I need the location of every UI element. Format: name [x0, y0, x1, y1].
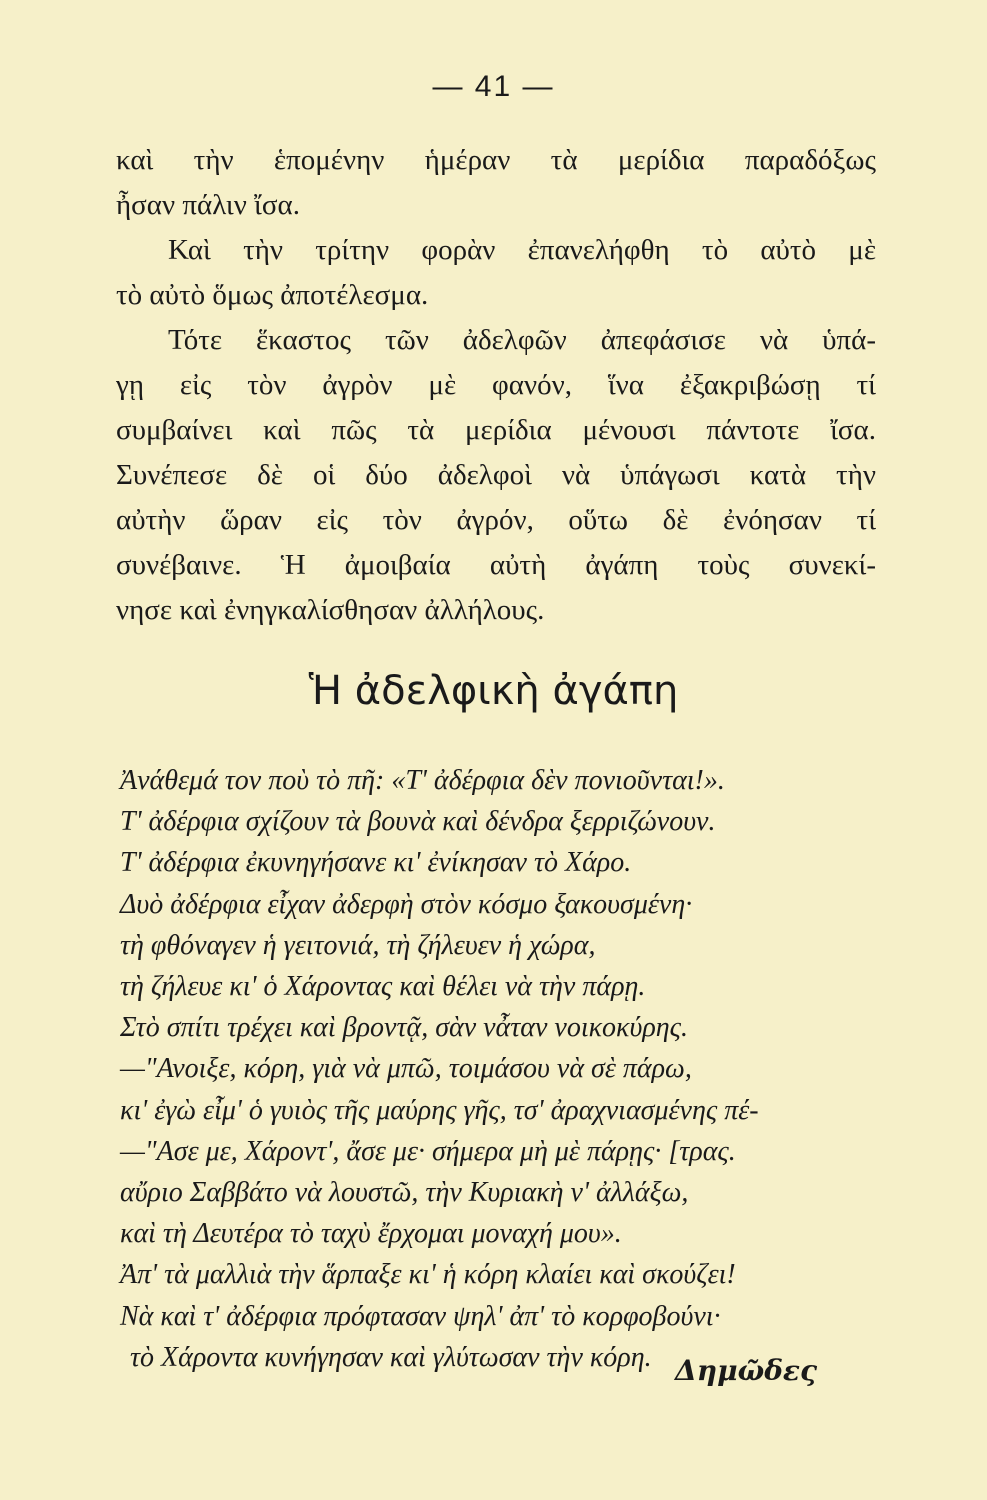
poem-verse: Δυὸ ἀδέρφια εἶχαν ἀδερφὴ στὸν κόσμο ξακουσμένη· — [120, 888, 693, 920]
poem-verse: Νὰ καὶ τ' ἀδέρφια πρόφτασαν ψηλ' ἀπ' τὸ κορφοβούνι· — [120, 1300, 721, 1332]
poem-verse: καὶ τὴ Δευτέρα τὸ ταχὺ ἔρχομαι μοναχή μου». — [120, 1218, 622, 1250]
prose-section — [116, 138, 876, 633]
poem-verse: —"Ασε με, Χάροντ', ἄσε με· σήμερα μὴ μὲ πάρῃς· [τρας. — [120, 1135, 736, 1167]
prose-line: γῃ εἰς τὸν ἀγρὸν μὲ φανόν, ἵνα ἐξακριβώσῃ τί — [116, 369, 876, 401]
poem-verse: —"Ανοιξε, κόρη, γιὰ νὰ μπῶ, τοιμάσου νὰ σὲ πάρω, — [120, 1053, 692, 1085]
poem-attribution: Δημῶδες — [675, 1354, 817, 1387]
poem-verse: αὔριο Σαββάτο νὰ λουστῶ, τὴν Κυριακὴ ν' ἀλλάξω, — [120, 1177, 689, 1209]
poem-verse: τὴ ζήλευε κι' ὁ Χάροντας καὶ θέλει νὰ τὴν πάρῃ. — [120, 971, 646, 1003]
poem-verse: τὸ Χάροντα κυνήγησαν καὶ γλύτωσαν τὴν κόρη. — [130, 1341, 652, 1373]
poem-verse: Τ' ἀδέρφια σχίζουν τὰ βουνὰ καὶ δένδρα ξερριζώνουν. — [120, 806, 716, 838]
poem-verse: κι' ἐγὼ εἶμ' ὁ γυιὸς τῆς μαύρης γῆς, τσ' ἀραχνιασμένης πέ- — [120, 1094, 759, 1126]
poem-verse: Τ' ἀδέρφια ἐκυνηγήσανε κι' ἐνίκησαν τὸ Χάρο. — [120, 847, 632, 879]
poem-title: Ἡ ἀδελφικὴ ἀγάπη — [308, 668, 679, 714]
prose-line: Τότε ἕκαστος τῶν ἀδελφῶν ἀπεφάσισε νὰ ὑπά- — [168, 324, 876, 356]
poem-verse: Ἀνάθεμά τον ποὺ τὸ πῆ: «Τ' ἀδέρφια δὲν πονιοῦνται!». — [120, 765, 725, 796]
prose-line: καὶ τὴν ἑπομένην ἡμέραν τὰ μερίδια παραδόξως — [116, 144, 876, 176]
prose-line: συνέβαινε. Ἡ ἀμοιβαία αὐτὴ ἀγάπη τοὺς συνεκί- — [116, 549, 876, 581]
poem-verse: Ἀπ' τὰ μαλλιὰ τὴν ἅρπαξε κι' ἡ κόρη κλαίει καὶ σκούζει! — [120, 1259, 736, 1291]
page-number: — 41 — — [432, 70, 555, 103]
poem-verse: Στὸ σπίτι τρέχει καὶ βροντᾷ, σὰν νἆταν νοικοκύρης. — [120, 1012, 689, 1044]
prose-line: ἦσαν πάλιν ἴσα. — [116, 189, 300, 221]
prose-line: νησε καὶ ἐνηγκαλίσθησαν ἀλλήλους. — [116, 594, 545, 626]
prose-line: Συνέπεσε δὲ οἱ δύο ἀδελφοὶ νὰ ὑπάγωσι κατὰ τὴν — [116, 459, 876, 491]
prose-line: τὸ αὐτὸ ὅμως ἀποτέλεσμα. — [116, 279, 429, 311]
prose-line: συμβαίνει καὶ πῶς τὰ μερίδια μένουσι πάντοτε ἴσα. — [116, 414, 876, 446]
poem-section — [120, 760, 910, 1378]
poem-verse: τὴ φθόναγεν ἡ γειτονιά, τὴ ζήλευεν ἡ χώρα, — [120, 929, 596, 961]
prose-line: Καὶ τὴν τρίτην φορὰν ἐπανελήφθη τὸ αὐτὸ μὲ — [168, 234, 876, 266]
prose-line: αὐτὴν ὥραν εἰς τὸν ἀγρόν, οὕτω δὲ ἐνόησαν τί — [116, 504, 876, 536]
